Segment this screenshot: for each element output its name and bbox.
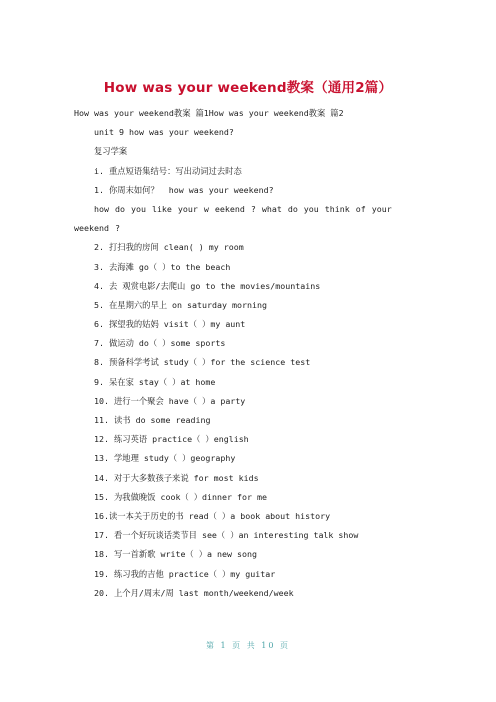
body-line: i. 重点短语集结号：写出动词过去时态 [94, 165, 242, 176]
body-line: unit 9 how was your weekend? [94, 127, 234, 138]
body-line: 13. 学地理 study（ ）geography [94, 453, 236, 464]
body-line-text: how do you like your w eekend ? what do you think of your weekend ? [74, 203, 392, 234]
body-line: 18. 写一首新歌 write（ ）a new song [94, 549, 257, 560]
body-line: 8. 预备科学考试 study（ ）for the science test [94, 357, 311, 368]
document-title: How was your weekend教案（通用2篇） [103, 80, 393, 96]
document-body [74, 104, 394, 603]
body-line: 15. 为我做晚饭 cook（ ）dinner for me [94, 491, 267, 502]
body-line: 19. 练习我的吉他 practice（ ）my guitar [94, 568, 276, 579]
body-line: 17. 看一个好玩谈话类节目 see（ ）an interesting talk show [94, 530, 359, 541]
body-line: 4. 去 观赏电影/去爬山 go to the movies/mountains [94, 280, 321, 291]
body-line: 14. 对于大多数孩子来说 for most kids [94, 472, 259, 483]
body-line: 9. 呆在家 stay（ ）at home [94, 376, 216, 387]
body-line: 5. 在星期六的早上 on saturday morning [94, 299, 267, 310]
body-line: 10. 进行一个聚会 have（ ）a party [94, 395, 246, 406]
body-line: 12. 练习英语 practice（ ）english [94, 434, 249, 445]
body-line: 2. 打扫我的房间 clean( ) my room [94, 242, 244, 253]
body-line: 复习学案 [94, 146, 128, 157]
page-number-footer: 第 1 页 共 10 页 [206, 641, 290, 650]
body-line: How was your weekend教案 篇1How was your weekend教案 篇2 [74, 108, 344, 118]
body-line: 11. 读书 do some reading [94, 415, 211, 426]
body-line: 16.读一本关于历史的书 read（ ）a book about history [94, 510, 331, 521]
body-line: 1. 你周末如何？ how was your weekend? [94, 184, 274, 195]
body-line: 3. 去海滩 go（ ）to the beach [94, 261, 231, 272]
body-line: 20. 上个月/周末/周 last month/weekend/week [94, 587, 294, 598]
body-line: 7. 做运动 do（ ）some sports [94, 338, 226, 349]
body-line [74, 200, 394, 238]
body-line: 6. 探望我的姑妈 visit（ ）my aunt [94, 319, 246, 330]
